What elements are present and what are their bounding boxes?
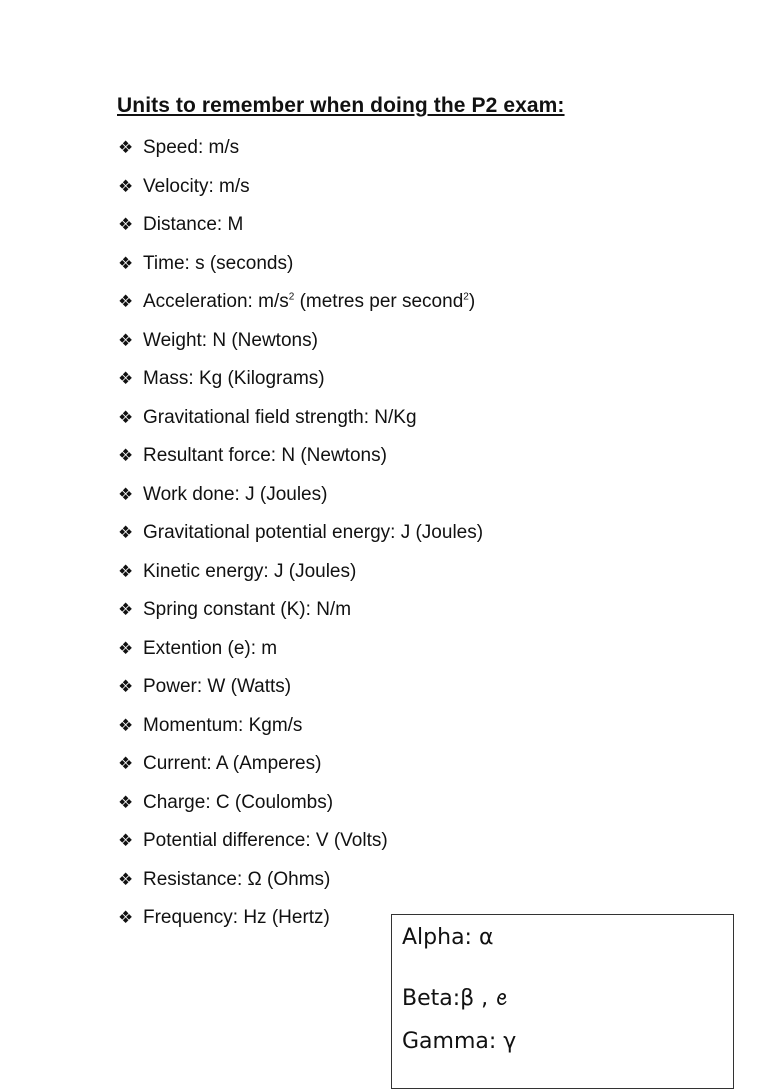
unit-label: Momentum: Kgm/s	[143, 714, 303, 736]
page-title: Units to remember when doing the P2 exam:	[117, 94, 565, 117]
diamond-bullet-icon: ❖	[118, 330, 134, 350]
diamond-bullet-icon: ❖	[118, 677, 134, 696]
gamma-line: Gamma: γ	[402, 1029, 517, 1054]
diamond-bullet-icon: ❖	[118, 600, 134, 619]
diamond-bullet-icon: ❖	[118, 176, 134, 196]
list-item	[118, 635, 483, 674]
unit-label-text: (metres per second	[294, 291, 464, 312]
unit-label: Spring constant (K): N/m	[143, 599, 352, 620]
diamond-bullet-icon: ❖	[118, 638, 134, 658]
unit-label: Resistance: Ω (Ohms)	[143, 868, 331, 890]
diamond-bullet-icon: ❖	[118, 715, 134, 735]
unit-label: Kinetic energy: J (Joules)	[143, 560, 357, 582]
diamond-bullet-icon: ❖	[118, 215, 134, 234]
diamond-bullet-icon: ❖	[118, 831, 134, 850]
diamond-bullet-icon: ❖	[118, 792, 134, 812]
list-item	[118, 866, 483, 905]
diamond-bullet-icon: ❖	[118, 561, 134, 581]
unit-label	[143, 288, 475, 316]
unit-label: Mass: Kg (Kilograms)	[143, 368, 325, 389]
unit-label: Extention (e): m	[143, 637, 278, 659]
list-item	[118, 750, 483, 789]
units-list	[118, 134, 483, 943]
list-item	[118, 250, 483, 289]
list-item	[118, 673, 483, 712]
unit-label: Distance: M	[143, 214, 244, 235]
beta-line: Beta:β , ꫀ	[402, 986, 508, 1011]
unit-label: Charge: C (Coulombs)	[143, 791, 334, 813]
unit-label: Velocity: m/s	[143, 175, 250, 197]
list-item	[118, 481, 483, 520]
diamond-bullet-icon: ❖	[118, 754, 134, 773]
list-item	[118, 288, 483, 327]
list-item	[118, 789, 483, 828]
unit-label: Power: W (Watts)	[143, 676, 292, 697]
diamond-bullet-icon: ❖	[118, 523, 134, 542]
unit-label: Work done: J (Joules)	[143, 483, 328, 505]
list-item	[118, 211, 483, 250]
unit-label: Current: A (Amperes)	[143, 753, 322, 774]
list-item	[118, 173, 483, 212]
list-item	[118, 134, 483, 173]
unit-label: Potential difference: V (Volts)	[143, 830, 388, 851]
list-item	[118, 712, 483, 751]
unit-label-text: )	[468, 291, 476, 312]
unit-label: Resultant force: N (Newtons)	[143, 445, 387, 466]
diamond-bullet-icon: ❖	[118, 407, 134, 427]
list-item	[118, 365, 483, 404]
list-item	[118, 558, 483, 597]
list-item	[118, 404, 483, 443]
superscript: 2	[463, 291, 469, 303]
diamond-bullet-icon: ❖	[118, 253, 134, 273]
radiation-symbols-box	[391, 914, 734, 1089]
unit-label: Gravitational field strength: N/Kg	[143, 406, 417, 428]
list-item	[118, 596, 483, 635]
list-item	[118, 327, 483, 366]
unit-label: Frequency: Hz (Hertz)	[143, 907, 330, 928]
unit-label-text: Acceleration: m/s	[143, 291, 289, 312]
unit-label: Gravitational potential energy: J (Joules)	[143, 522, 484, 543]
diamond-bullet-icon: ❖	[118, 369, 134, 388]
diamond-bullet-icon: ❖	[118, 869, 134, 889]
list-item	[118, 827, 483, 866]
diamond-bullet-icon: ❖	[118, 292, 134, 311]
unit-label: Speed: m/s	[143, 137, 240, 158]
diamond-bullet-icon: ❖	[118, 908, 134, 927]
unit-label: Weight: N (Newtons)	[143, 329, 318, 351]
diamond-bullet-icon: ❖	[118, 484, 134, 504]
list-item	[118, 442, 483, 481]
unit-label: Time: s (seconds)	[143, 252, 294, 274]
diamond-bullet-icon: ❖	[118, 138, 134, 157]
list-item	[118, 519, 483, 558]
superscript: 2	[288, 291, 295, 303]
diamond-bullet-icon: ❖	[118, 446, 134, 465]
alpha-line: Alpha: α	[402, 925, 494, 950]
